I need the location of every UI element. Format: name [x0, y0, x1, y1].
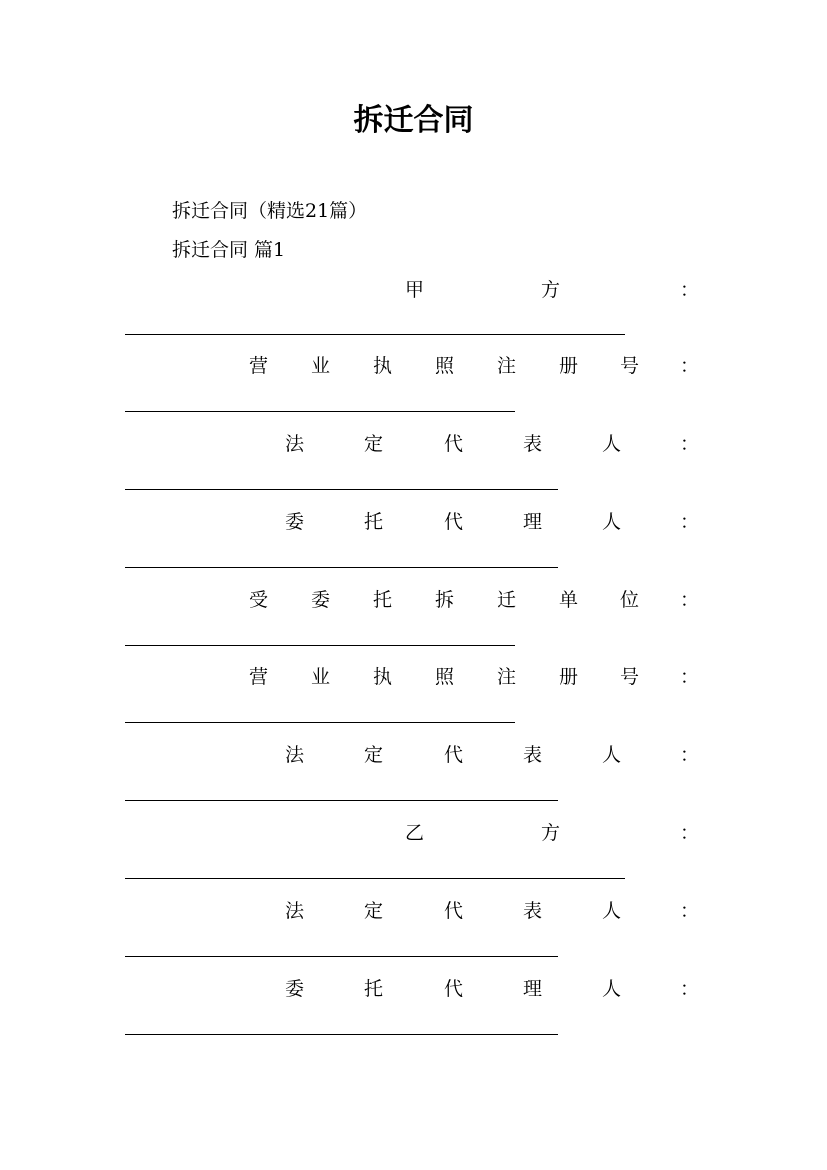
field-label-row: [0, 587, 827, 613]
fill-in-blank-line: [125, 489, 558, 490]
field-colon: ：: [680, 978, 700, 1000]
document-title: 拆迁合同: [353, 103, 474, 138]
field-label-char: 注: [497, 666, 517, 688]
fill-in-blank-line: [125, 334, 625, 335]
field-label-char: 位: [620, 589, 640, 611]
field-label-char: 业: [311, 355, 331, 377]
field-label-char: 方: [541, 279, 561, 301]
field-label-char: 方: [541, 822, 561, 844]
field-label-char: 托: [373, 589, 393, 611]
field-label-row: [0, 664, 827, 690]
field-label-char: 定: [364, 433, 384, 455]
field-label-char: 表: [523, 900, 543, 922]
field-colon: ：: [680, 822, 700, 844]
field-label-char: 号: [620, 355, 640, 377]
field-label-char: 册: [559, 355, 579, 377]
field-label-row: [0, 509, 827, 535]
field-colon: ：: [680, 744, 700, 766]
field-label-char: 托: [364, 511, 384, 533]
field-label-char: 委: [285, 978, 305, 1000]
field-label-char: 迁: [497, 589, 517, 611]
section-heading: 拆迁合同 篇1: [172, 239, 286, 261]
field-label-char: 业: [311, 666, 331, 688]
fill-in-blank-line: [125, 722, 515, 723]
field-label-row: [0, 431, 827, 457]
field-label-char: 代: [444, 900, 464, 922]
document-subtitle: 拆迁合同（精选21篇）: [172, 200, 368, 222]
field-label-row: [0, 820, 827, 846]
field-label-row: [0, 898, 827, 924]
fill-in-blank-line: [125, 1034, 558, 1035]
field-colon: ：: [680, 511, 700, 533]
field-colon: ：: [680, 666, 700, 688]
field-label-char: 拆: [435, 589, 455, 611]
field-label-char: 定: [364, 900, 384, 922]
field-label-char: 代: [444, 744, 464, 766]
field-colon: ：: [680, 433, 700, 455]
field-label-char: 乙: [405, 822, 425, 844]
field-label-char: 甲: [405, 279, 425, 301]
field-label-char: 注: [497, 355, 517, 377]
field-label-char: 执: [373, 666, 393, 688]
field-label-char: 定: [364, 744, 384, 766]
field-label-char: 法: [285, 433, 305, 455]
field-label-row: [0, 277, 827, 303]
field-label-char: 营: [249, 355, 269, 377]
fill-in-blank-line: [125, 567, 558, 568]
field-label-char: 理: [523, 511, 543, 533]
field-label-char: 号: [620, 666, 640, 688]
field-label-char: 人: [602, 433, 622, 455]
fill-in-blank-line: [125, 800, 558, 801]
field-label-char: 代: [444, 511, 464, 533]
field-label-char: 法: [285, 744, 305, 766]
field-label-char: 照: [435, 355, 455, 377]
field-colon: ：: [680, 279, 700, 301]
field-label-char: 执: [373, 355, 393, 377]
fill-in-blank-line: [125, 411, 515, 412]
field-label-char: 法: [285, 900, 305, 922]
field-label-char: 受: [249, 589, 269, 611]
field-label-char: 人: [602, 900, 622, 922]
field-label-char: 表: [523, 433, 543, 455]
field-label-char: 表: [523, 744, 543, 766]
fill-in-blank-line: [125, 645, 515, 646]
field-label-char: 人: [602, 511, 622, 533]
field-label-char: 委: [285, 511, 305, 533]
field-label-char: 营: [249, 666, 269, 688]
field-label-char: 人: [602, 978, 622, 1000]
field-label-char: 人: [602, 744, 622, 766]
field-label-char: 托: [364, 978, 384, 1000]
fill-in-blank-line: [125, 956, 558, 957]
field-colon: ：: [680, 900, 700, 922]
field-label-char: 代: [444, 433, 464, 455]
field-colon: ：: [680, 589, 700, 611]
field-label-char: 委: [311, 589, 331, 611]
field-label-char: 理: [523, 978, 543, 1000]
field-label-char: 册: [559, 666, 579, 688]
fill-in-blank-line: [125, 878, 625, 879]
field-colon: ：: [680, 355, 700, 377]
field-label-row: [0, 353, 827, 379]
field-label-row: [0, 976, 827, 1002]
field-label-char: 照: [435, 666, 455, 688]
field-label-char: 单: [559, 589, 579, 611]
field-label-char: 代: [444, 978, 464, 1000]
field-label-row: [0, 742, 827, 768]
